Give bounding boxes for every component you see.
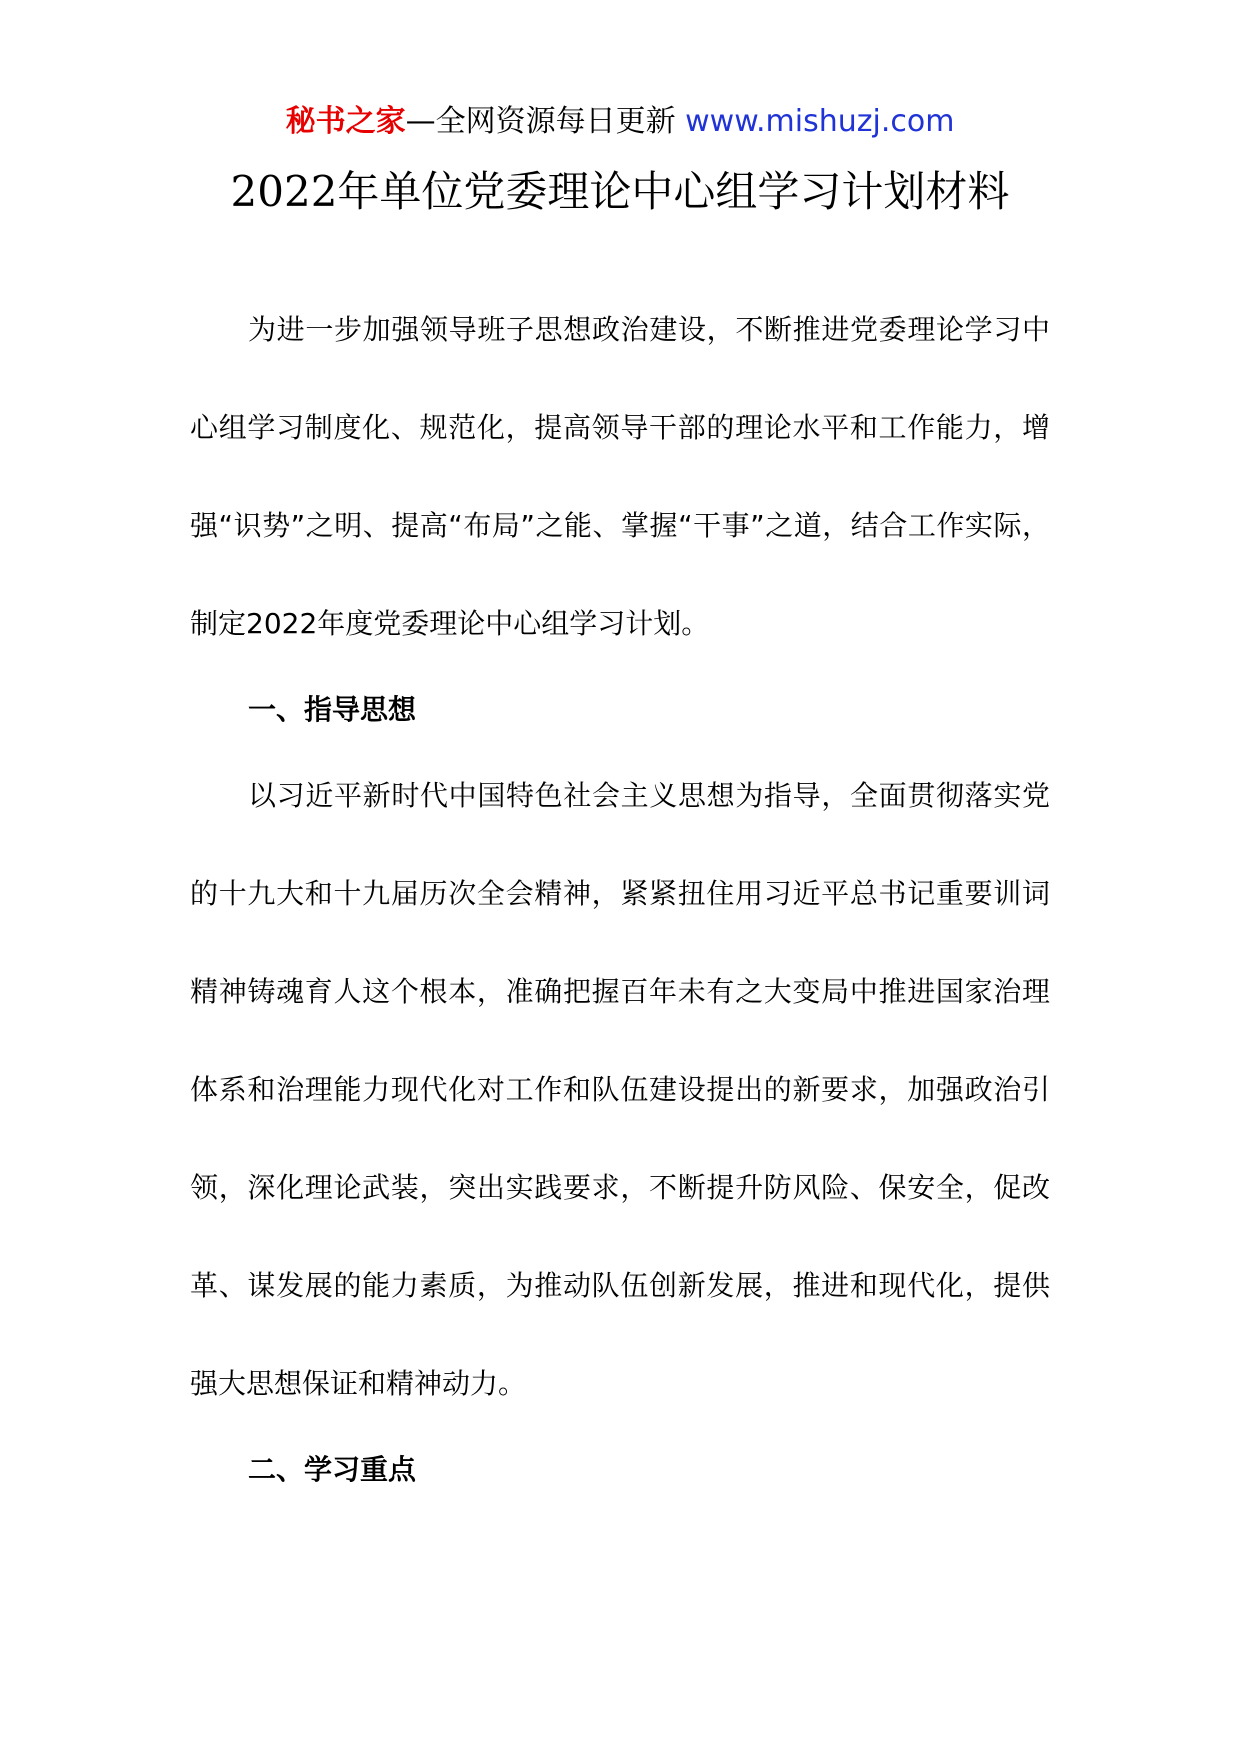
document-title: 2022年单位党委理论中心组学习计划材料 bbox=[230, 167, 1010, 216]
guiding-thought-paragraph: 以习近平新时代中国特色社会主义思想为指导，全面贯彻落实党的十九大和十九届历次全会精神，紧紧扭住用习近平总书记重要训词精神铸魂育人这个根本，准确把握百年未有之大变局中推进国家治理体系和治理能力现代化对工作和队伍建设提出的新要求，加强政治引领，深化理论武装，突出实践要求，不断提升防风险、保安全，促改革、谋发展的能力素质，为推动队伍创新发展，推进和现代化，提供强大思想保证和精神动力。 bbox=[190, 779, 1050, 1400]
banner-slogan: —全网资源每日更新 bbox=[405, 104, 676, 139]
section-heading-guiding-thought: 一、指导思想 bbox=[248, 693, 417, 726]
site-url-link[interactable]: www.mishuzj.com bbox=[685, 104, 955, 139]
section-heading-study-focus: 二、学习重点 bbox=[248, 1453, 417, 1486]
document-body bbox=[190, 281, 1050, 1507]
brand-name: 秘书之家 bbox=[285, 104, 406, 139]
site-banner bbox=[0, 100, 1240, 144]
intro-paragraph: 为进一步加强领导班子思想政治建设，不断推进党委理论学习中心组学习制度化、规范化，提高领导干部的理论水平和工作能力，增强“识势”之明、提高“布局”之能、掌握“干事”之道，结合工作实际，制定2022年度党委理论中心组学习计划。 bbox=[190, 313, 1050, 640]
